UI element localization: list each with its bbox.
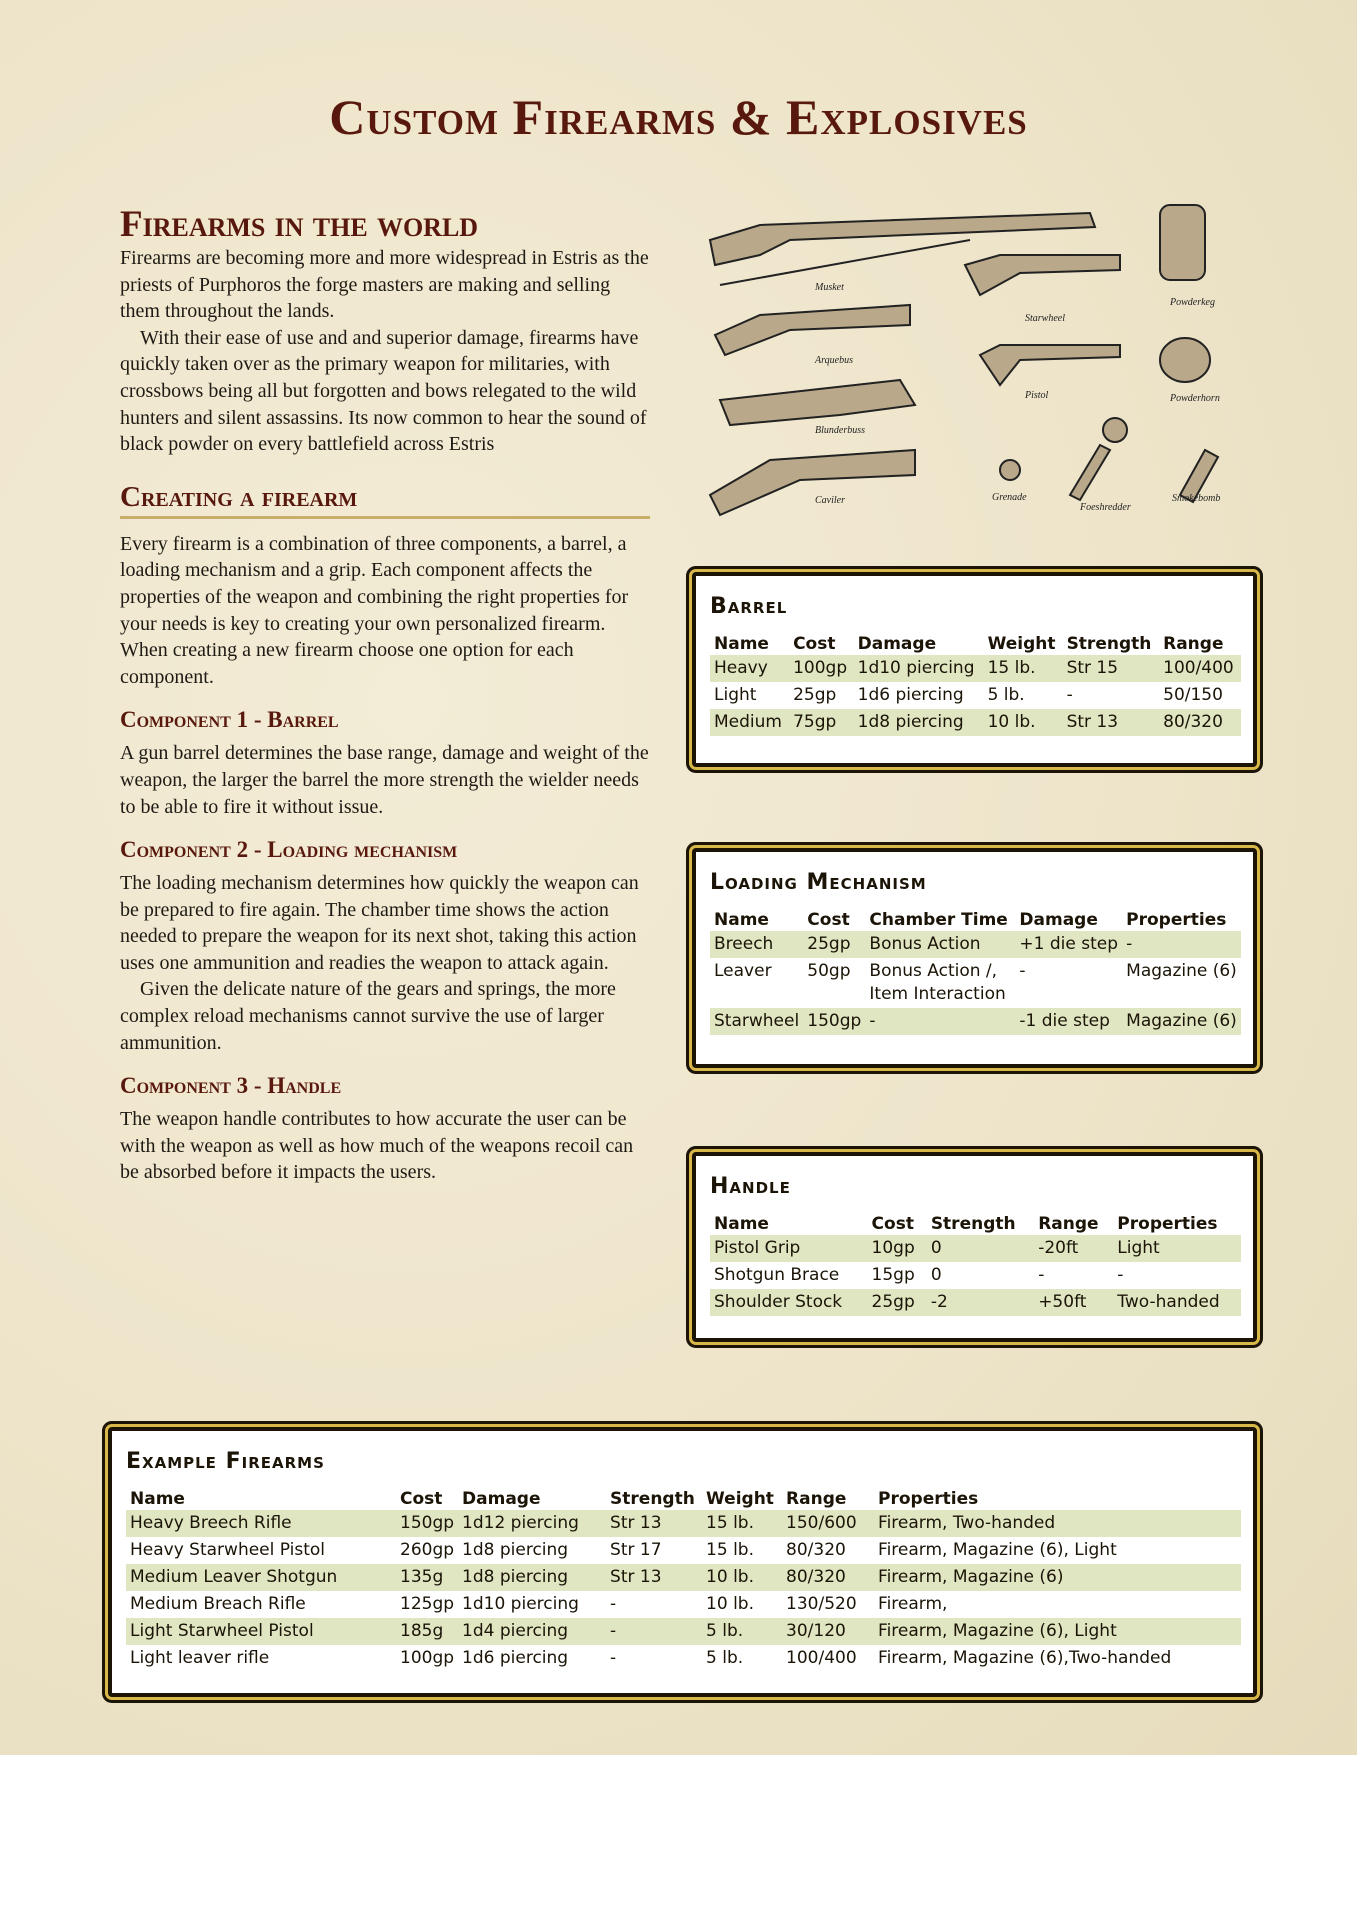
page-title: Custom Firearms & Explosives: [329, 89, 1028, 145]
table-cell: -: [1117, 1265, 1124, 1285]
paragraph: Firearms are becoming more and more widespread in Estris as the priests of Purphoros the forge masters are making and selling them throughout the lands.: [120, 247, 649, 323]
table-cell: Magazine (6): [1126, 1011, 1237, 1031]
table-cell: 1d6 piercing: [857, 685, 964, 705]
table-cell: +50ft: [1038, 1292, 1087, 1312]
table-cell: 1d12 piercing: [462, 1513, 579, 1533]
table-cell: -: [1066, 685, 1073, 705]
firearms-illustration: [700, 195, 1300, 525]
table-cell: 1d8 piercing: [857, 712, 964, 732]
table-row: [710, 958, 1241, 1008]
table-cell: -: [1038, 1265, 1045, 1285]
table-cell: 25gp: [871, 1292, 915, 1312]
table-cell: 30/120: [786, 1621, 846, 1641]
heading-firearms-in-the-world: Firearms in the world: [120, 204, 479, 245]
table-cell: 1d10 piercing: [462, 1594, 579, 1614]
column-header: Cost: [400, 1489, 443, 1509]
column-header: Strength: [930, 1214, 1016, 1234]
table-cell: Pistol Grip: [714, 1238, 801, 1258]
table-cell: 25gp: [807, 934, 851, 954]
table-row: [126, 1537, 1241, 1564]
art-label: Caviler: [815, 495, 845, 506]
column-header: Cost: [807, 910, 850, 930]
table-cell: 5 lb.: [706, 1648, 744, 1668]
table-cell: -20ft: [1038, 1238, 1079, 1258]
table-cell: 150gp: [400, 1513, 455, 1533]
table-cell: 135g: [400, 1567, 444, 1587]
table-cell: 1d8 piercing: [462, 1540, 569, 1560]
table-cell: 185g: [400, 1621, 444, 1641]
table-cell: Firearm, Magazine (6),Two-handed: [878, 1648, 1172, 1668]
table-cell: Starwheel: [714, 1011, 800, 1031]
table-cell: -: [1019, 961, 1026, 981]
table-cell: Light Starwheel Pistol: [130, 1621, 314, 1641]
table-cell: Medium: [714, 712, 782, 732]
table-cell: Bonus Action: [869, 934, 981, 954]
table-row: [710, 682, 1241, 709]
table-cell: Heavy: [714, 658, 768, 678]
table-cell: Str 15: [1066, 658, 1119, 678]
table-cell: Firearm, Magazine (6): [878, 1567, 1064, 1587]
table-row: [710, 1008, 1241, 1035]
table-cell: -: [869, 1011, 876, 1031]
table-row: [710, 1235, 1241, 1262]
table-cell: 125gp: [400, 1594, 455, 1614]
table-cell: 80/320: [786, 1567, 846, 1587]
table-cell: Str 13: [1066, 712, 1119, 732]
table-cell: -: [610, 1621, 617, 1641]
table-row: [710, 655, 1241, 682]
table-cell: -1 die step: [1019, 1011, 1110, 1031]
table-cell: Medium Breach Rifle: [130, 1594, 306, 1614]
column-header: Properties: [878, 1489, 979, 1509]
paragraph: The weapon handle contributes to how accurate the user can be with the weapon as well as how much of the weapons recoil can be absorbed before it impacts the users.: [120, 1108, 634, 1184]
column-header: Damage: [1019, 910, 1098, 930]
column-header: Range: [1038, 1214, 1099, 1234]
heading-creating-a-firearm: Creating a firearm: [120, 480, 650, 519]
column-header: Properties: [1117, 1214, 1218, 1234]
column-header: Weight: [987, 634, 1056, 654]
table-cell: -2: [930, 1292, 948, 1312]
table-cell: 50/150: [1163, 685, 1223, 705]
heading-component-2: Component 2 - Loading mechanism: [120, 837, 458, 863]
table-cell: Str 13: [610, 1567, 662, 1587]
table-title: Handle: [710, 1174, 791, 1199]
barrel-table: [710, 633, 1241, 736]
column-header: Damage: [462, 1489, 541, 1509]
art-label: Foeshredder: [1080, 502, 1131, 513]
column-header: Chamber Time: [869, 910, 1008, 930]
column-header: Range: [1163, 634, 1224, 654]
table-cell: 130/520: [786, 1594, 857, 1614]
table-title: Barrel: [710, 594, 788, 619]
table-cell: 150/600: [786, 1513, 857, 1533]
table-cell: 15 lb.: [987, 658, 1036, 678]
table-cell: 150gp: [807, 1011, 862, 1031]
loading-mechanism-table: [710, 909, 1241, 1035]
heading-component-1: Component 1 - Barrel: [120, 707, 339, 733]
table-row: [710, 1289, 1241, 1316]
left-column: [120, 205, 650, 1186]
art-label: Musket: [815, 282, 844, 293]
column-header: Strength: [1066, 634, 1152, 654]
art-label: Powderkeg: [1170, 297, 1215, 308]
table-cell: Shoulder Stock: [714, 1292, 843, 1312]
art-label: Starwheel: [1025, 313, 1065, 324]
paragraph: The loading mechanism determines how quickly the weapon can be prepared to fire again. The chamber time shows the action needed to prepare the weapon for its next shot, taking this action uses one ammunition and readies the weapon to attack again.: [120, 872, 639, 974]
table-cell: Str 17: [610, 1540, 662, 1560]
table-cell: 15 lb.: [706, 1513, 754, 1533]
art-label: Smokebomb: [1172, 493, 1221, 504]
table-cell: 80/320: [786, 1540, 846, 1560]
table-cell: 100gp: [400, 1648, 455, 1668]
table-row: [126, 1645, 1241, 1672]
table-cell: 100/400: [786, 1648, 857, 1668]
table-cell: 10 lb.: [987, 712, 1036, 732]
art-label: Pistol: [1025, 390, 1049, 401]
table-cell: 0: [930, 1265, 942, 1285]
weapons-drawing: [700, 195, 1300, 525]
table-cell: 75gp: [793, 712, 837, 732]
table-cell: -: [1126, 934, 1133, 954]
table-cell: Str 13: [610, 1513, 662, 1533]
example-firearms-table-box: [108, 1427, 1257, 1697]
table-cell: 10 lb.: [706, 1594, 754, 1614]
table-cell: Firearm, Two-handed: [878, 1513, 1056, 1533]
table-cell: 50gp: [807, 961, 851, 981]
paragraph: A gun barrel determines the base range, damage and weight of the weapon, the larger the barrel the more strength the wielder needs to be able to fire it without issue.: [120, 742, 649, 818]
table-cell: 15gp: [871, 1265, 915, 1285]
heading-component-3: Component 3 - Handle: [120, 1073, 342, 1099]
table-cell: 100/400: [1163, 658, 1234, 678]
table-cell: Light leaver rifle: [130, 1648, 270, 1668]
table-cell: 0: [930, 1238, 942, 1258]
table-cell: 10gp: [871, 1238, 915, 1258]
table-cell: Leaver: [714, 961, 772, 981]
table-cell: 1d8 piercing: [462, 1567, 569, 1587]
column-header: Properties: [1126, 910, 1227, 930]
table-cell: 5 lb.: [706, 1621, 744, 1641]
table-cell: Bonus Action /, Item Interaction: [869, 961, 1006, 1004]
column-header: Range: [786, 1489, 847, 1509]
column-header: Weight: [706, 1489, 774, 1509]
art-label: Blunderbuss: [815, 425, 865, 436]
table-row: [710, 1262, 1241, 1289]
table-cell: 80/320: [1163, 712, 1223, 732]
art-label: Arquebus: [815, 355, 853, 366]
table-cell: 260gp: [400, 1540, 455, 1560]
table-cell: Firearm, Magazine (6), Light: [878, 1540, 1117, 1560]
handle-table-box: [692, 1152, 1257, 1342]
barrel-table-box: [692, 572, 1257, 767]
table-cell: Two-handed: [1117, 1292, 1220, 1312]
table-cell: Heavy Breech Rifle: [130, 1513, 292, 1533]
column-header: Name: [714, 1214, 769, 1234]
table-row: [126, 1564, 1241, 1591]
table-cell: 5 lb.: [987, 685, 1025, 705]
table-row: [710, 931, 1241, 958]
table-cell: Magazine (6): [1126, 961, 1237, 981]
table-cell: 1d4 piercing: [462, 1621, 569, 1641]
example-firearms-table: [126, 1488, 1241, 1672]
table-cell: Light: [1117, 1238, 1160, 1258]
table-cell: Firearm, Magazine (6), Light: [878, 1621, 1117, 1641]
column-header: Name: [714, 910, 769, 930]
table-cell: Medium Leaver Shotgun: [130, 1567, 338, 1587]
art-label: Grenade: [992, 492, 1027, 503]
art-label: Powderhorn: [1170, 393, 1220, 404]
table-title: Example Firearms: [126, 1449, 325, 1474]
column-header: Cost: [871, 1214, 914, 1234]
column-header: Name: [130, 1489, 185, 1509]
table-cell: 10 lb.: [706, 1567, 754, 1587]
table-row: [126, 1618, 1241, 1645]
column-header: Cost: [793, 634, 836, 654]
table-cell: 1d10 piercing: [857, 658, 975, 678]
table-cell: Heavy Starwheel Pistol: [130, 1540, 326, 1560]
table-cell: Shotgun Brace: [714, 1265, 840, 1285]
table-cell: 100gp: [793, 658, 848, 678]
column-header: Name: [714, 634, 769, 654]
paragraph: Given the delicate nature of the gears and springs, the more complex reload mechanisms cannot survive the use of larger ammunition.: [120, 978, 616, 1054]
table-cell: -: [610, 1648, 617, 1668]
column-header: Strength: [610, 1489, 695, 1509]
table-title: Loading Mechanism: [710, 870, 927, 895]
loading-mechanism-table-box: [692, 848, 1257, 1068]
table-cell: -: [610, 1594, 617, 1614]
table-cell: 1d6 piercing: [462, 1648, 569, 1668]
paragraph: With their ease of use and and superior damage, firearms have quickly taken over as the primary weapon for militaries, with crossbows being all but forgotten and bows relegated to the wild hunters and silent assassins. Its now common to hear the sound of black powder on every battlefield across Estris: [120, 326, 647, 456]
table-cell: +1 die step: [1019, 934, 1119, 954]
table-cell: Breech: [714, 934, 774, 954]
table-row: [126, 1591, 1241, 1618]
table-cell: 15 lb.: [706, 1540, 754, 1560]
table-row: [710, 709, 1241, 736]
table-cell: Light: [714, 685, 757, 705]
paragraph: Every firearm is a combination of three components, a barrel, a loading mechanism and a grip. Each component affects the properties of the weapon and combining the right properties for your needs is key to creating your own personalized firearm. When creating a new firearm choose one option for each component.: [120, 532, 629, 688]
handle-table: [710, 1213, 1241, 1316]
table-cell: Firearm,: [878, 1594, 948, 1614]
column-header: Damage: [857, 634, 937, 654]
table-row: [126, 1510, 1241, 1537]
table-cell: 25gp: [793, 685, 837, 705]
